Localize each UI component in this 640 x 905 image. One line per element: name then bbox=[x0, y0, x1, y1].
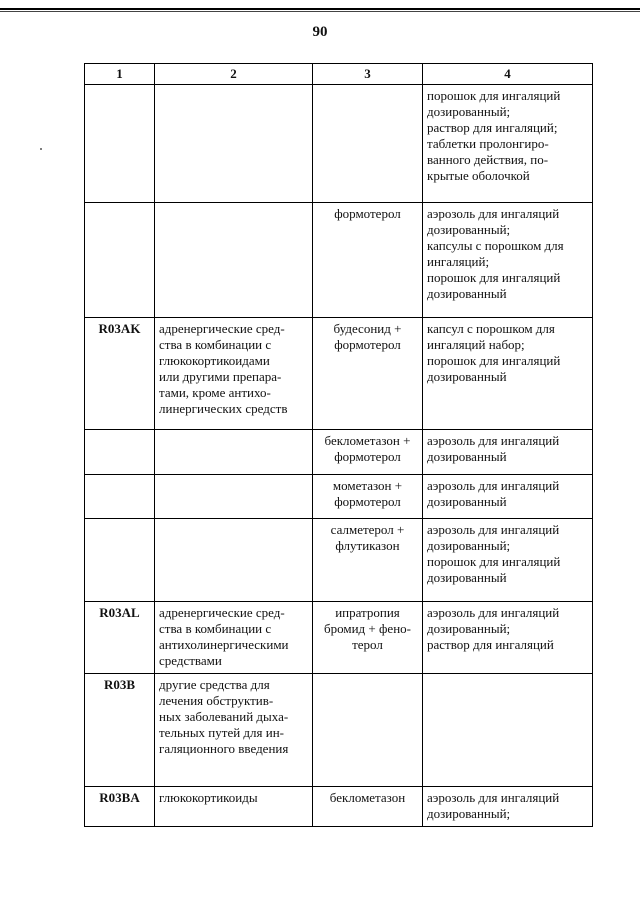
cell-line: адренергические сред- bbox=[159, 321, 285, 336]
dosage-forms-cell bbox=[423, 475, 593, 519]
cell-line: аэрозоль для ингаляций bbox=[427, 206, 560, 221]
header-col-1: 1 bbox=[85, 64, 155, 85]
cell-line: капсулы с порошком для bbox=[427, 238, 564, 253]
substance-cell bbox=[313, 430, 423, 475]
table-row bbox=[85, 674, 593, 787]
cell-line: будесонид + bbox=[333, 321, 402, 336]
cell-line: ингаляций набор; bbox=[427, 337, 525, 352]
atc-code-cell bbox=[85, 475, 155, 519]
group-cell bbox=[155, 519, 313, 602]
cell-line: аэрозоль для ингаляций bbox=[427, 790, 560, 805]
cell-line: R03AK bbox=[98, 321, 141, 336]
cell-line: ингаляций; bbox=[427, 254, 490, 269]
cell-line: R03AL bbox=[99, 605, 140, 620]
cell-line: дозированный bbox=[427, 286, 507, 301]
cell-line: линергических средств bbox=[159, 401, 288, 416]
cell-line: беклометазон + bbox=[324, 433, 411, 448]
dosage-forms-cell bbox=[423, 602, 593, 674]
cell-line: капсул с порошком для bbox=[427, 321, 555, 336]
group-cell bbox=[155, 318, 313, 430]
cell-line: дозированный bbox=[427, 494, 507, 509]
page-number: 90 bbox=[312, 24, 328, 40]
dosage-forms-cell bbox=[423, 674, 593, 787]
cell-line: дозированный bbox=[427, 369, 507, 384]
atc-code-cell bbox=[85, 787, 155, 827]
cell-line: формотерол bbox=[334, 337, 401, 352]
atc-code-cell bbox=[85, 318, 155, 430]
group-cell bbox=[155, 430, 313, 475]
group-cell bbox=[155, 602, 313, 674]
cell-line: порошок для ингаляций bbox=[427, 554, 561, 569]
cell-line: беклометазон bbox=[329, 790, 406, 805]
header-col-2: 2 bbox=[155, 64, 313, 85]
cell-line: аэрозоль для ингаляций bbox=[427, 478, 560, 493]
scan-mark bbox=[40, 148, 42, 150]
cell-line: формотерол bbox=[334, 494, 401, 509]
table-row bbox=[85, 519, 593, 602]
substance-cell bbox=[313, 674, 423, 787]
dosage-forms-cell bbox=[423, 430, 593, 475]
atc-code-cell bbox=[85, 85, 155, 203]
substance-cell bbox=[313, 787, 423, 827]
cell-line: лечения обструктив- bbox=[159, 693, 274, 708]
cell-line: антихолинергическими bbox=[159, 637, 289, 652]
drug-table bbox=[84, 63, 593, 827]
group-cell bbox=[155, 203, 313, 318]
cell-line: порошок для ингаляций bbox=[427, 270, 561, 285]
cell-line: аэрозоль для ингаляций bbox=[427, 605, 560, 620]
cell-line: другие средства для bbox=[159, 677, 270, 692]
cell-line: дозированный; bbox=[427, 621, 511, 636]
cell-line: бромид + фено- bbox=[324, 621, 411, 636]
cell-line: ства в комбинации с bbox=[159, 621, 272, 636]
cell-line: дозированный; bbox=[427, 104, 511, 119]
cell-line: дозированный; bbox=[427, 806, 511, 821]
cell-line: формотерол bbox=[334, 449, 401, 464]
substance-cell bbox=[313, 318, 423, 430]
cell-line: дозированный bbox=[427, 449, 507, 464]
group-cell bbox=[155, 475, 313, 519]
header-col-3: 3 bbox=[313, 64, 423, 85]
cell-line: порошок для ингаляций bbox=[427, 353, 561, 368]
cell-line: адренергические сред- bbox=[159, 605, 285, 620]
atc-code-cell bbox=[85, 430, 155, 475]
cell-line: тами, кроме антихо- bbox=[159, 385, 271, 400]
table-row bbox=[85, 475, 593, 519]
cell-line: салметерол + bbox=[330, 522, 405, 537]
cell-line: таблетки пролонгиро- bbox=[427, 136, 549, 151]
cell-line: тельных путей для ин- bbox=[159, 725, 284, 740]
dosage-forms-cell bbox=[423, 318, 593, 430]
table-row bbox=[85, 430, 593, 475]
substance-cell bbox=[313, 602, 423, 674]
cell-line: R03BA bbox=[99, 790, 140, 805]
cell-line: R03B bbox=[103, 677, 136, 692]
cell-line: или другими препара- bbox=[159, 369, 282, 384]
substance-cell bbox=[313, 519, 423, 602]
cell-line: раствор для ингаляций bbox=[427, 637, 554, 652]
dosage-forms-cell bbox=[423, 85, 593, 203]
group-cell bbox=[155, 674, 313, 787]
header-col-4: 4 bbox=[423, 64, 593, 85]
top-rule bbox=[0, 8, 640, 10]
substance-cell bbox=[313, 203, 423, 318]
cell-line: средствами bbox=[159, 653, 222, 668]
cell-line: мометазон + bbox=[332, 478, 403, 493]
cell-line: аэрозоль для ингаляций bbox=[427, 433, 560, 448]
table-row bbox=[85, 318, 593, 430]
cell-line: дозированный; bbox=[427, 222, 511, 237]
dosage-forms-cell bbox=[423, 519, 593, 602]
table-row bbox=[85, 787, 593, 827]
group-cell bbox=[155, 85, 313, 203]
cell-line: аэрозоль для ингаляций bbox=[427, 522, 560, 537]
cell-line: формотерол bbox=[334, 206, 401, 221]
top-rule-thin bbox=[0, 11, 640, 12]
substance-cell bbox=[313, 85, 423, 203]
cell-line: порошок для ингаляций bbox=[427, 88, 561, 103]
cell-line: ванного действия, по- bbox=[427, 152, 549, 167]
table-header-row bbox=[85, 64, 593, 85]
atc-code-cell bbox=[85, 519, 155, 602]
cell-line: терол bbox=[352, 637, 383, 652]
cell-line: дозированный; bbox=[427, 538, 511, 553]
cell-line: раствор для ингаляций; bbox=[427, 120, 558, 135]
cell-line: галяционного введения bbox=[159, 741, 289, 756]
atc-code-cell bbox=[85, 674, 155, 787]
atc-code-cell bbox=[85, 203, 155, 318]
table-row bbox=[85, 602, 593, 674]
cell-line: ных заболеваний дыха- bbox=[159, 709, 289, 724]
cell-line: флутиказон bbox=[335, 538, 400, 553]
table-row bbox=[85, 203, 593, 318]
cell-line: глюкокортикоидами bbox=[159, 353, 270, 368]
table-row bbox=[85, 85, 593, 203]
cell-line: ипратропия bbox=[335, 605, 400, 620]
dosage-forms-cell bbox=[423, 787, 593, 827]
cell-line: ства в комбинации с bbox=[159, 337, 272, 352]
cell-line: глюкокортикоиды bbox=[159, 790, 258, 805]
dosage-forms-cell bbox=[423, 203, 593, 318]
cell-line: дозированный bbox=[427, 570, 507, 585]
atc-code-cell bbox=[85, 602, 155, 674]
substance-cell bbox=[313, 475, 423, 519]
group-cell bbox=[155, 787, 313, 827]
cell-line: крытые оболочкой bbox=[427, 168, 530, 183]
